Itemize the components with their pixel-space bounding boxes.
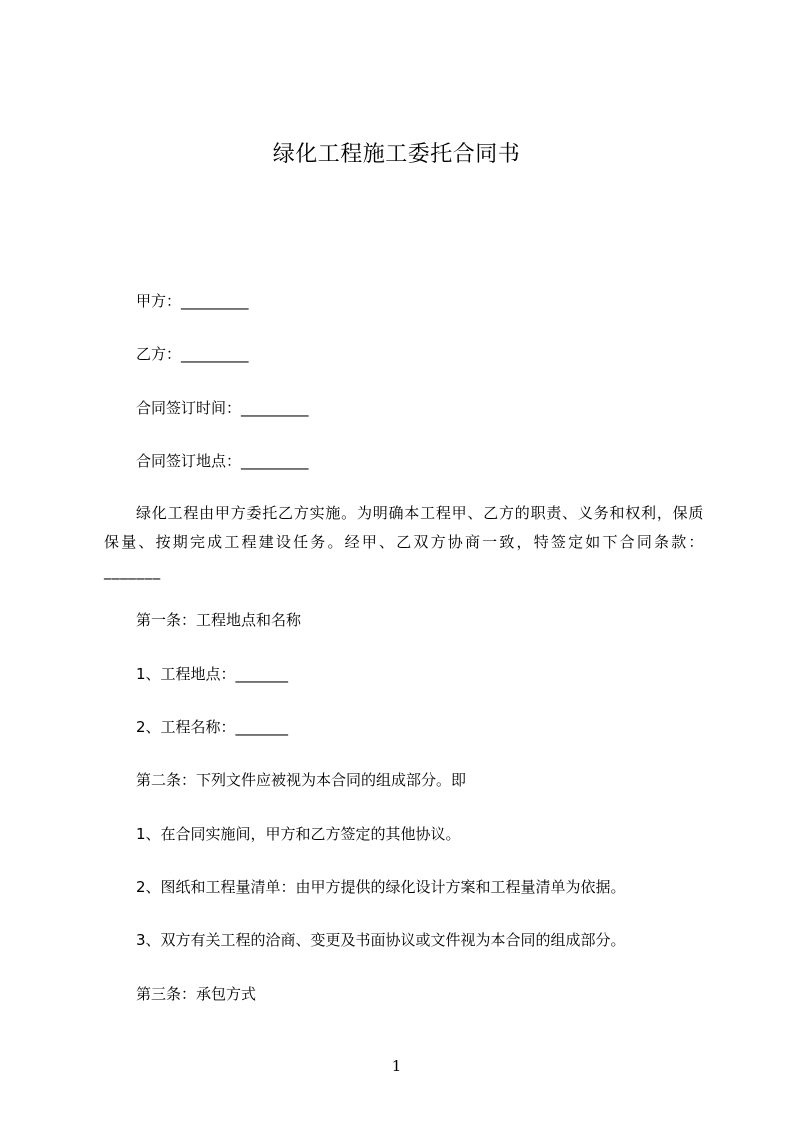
intro-paragraph: 绿化工程由甲方委托乙方实施。为明确本工程甲、乙方的职责、义务和权利，保质保量、按期完成工程建设任务。经甲、乙双方协商一致，特签定如下合同条款：_______: [104, 504, 704, 580]
document-title: 绿化工程施工委托合同书: [272, 142, 521, 167]
article1-item-location: 1、工程地点：_______: [136, 665, 289, 683]
sign-date-line: 合同签订时间：_________: [136, 399, 309, 417]
article2-item-1: 1、在合同实施间，甲方和乙方签定的其他协议。: [136, 825, 461, 843]
page-number: 1: [391, 1057, 402, 1075]
article2-item-2: 2、图纸和工程量清单：由甲方提供的绿化设计方案和工程量清单为依据。: [136, 878, 626, 896]
sign-place-line: 合同签订地点：_________: [136, 452, 309, 470]
article1-item-name: 2、工程名称：_______: [136, 718, 289, 736]
article2-item-3: 3、双方有关工程的洽商、变更及书面协议或文件视为本合同的组成部分。: [136, 931, 626, 949]
article1-title: 第一条：工程地点和名称: [136, 611, 302, 629]
article2-title: 第二条：下列文件应被视为本合同的组成部分。即: [136, 771, 467, 789]
article3-title: 第三条：承包方式: [136, 985, 257, 1003]
party-b-line: 乙方：_________: [136, 345, 249, 363]
party-a-line: 甲方：_________: [136, 292, 249, 310]
